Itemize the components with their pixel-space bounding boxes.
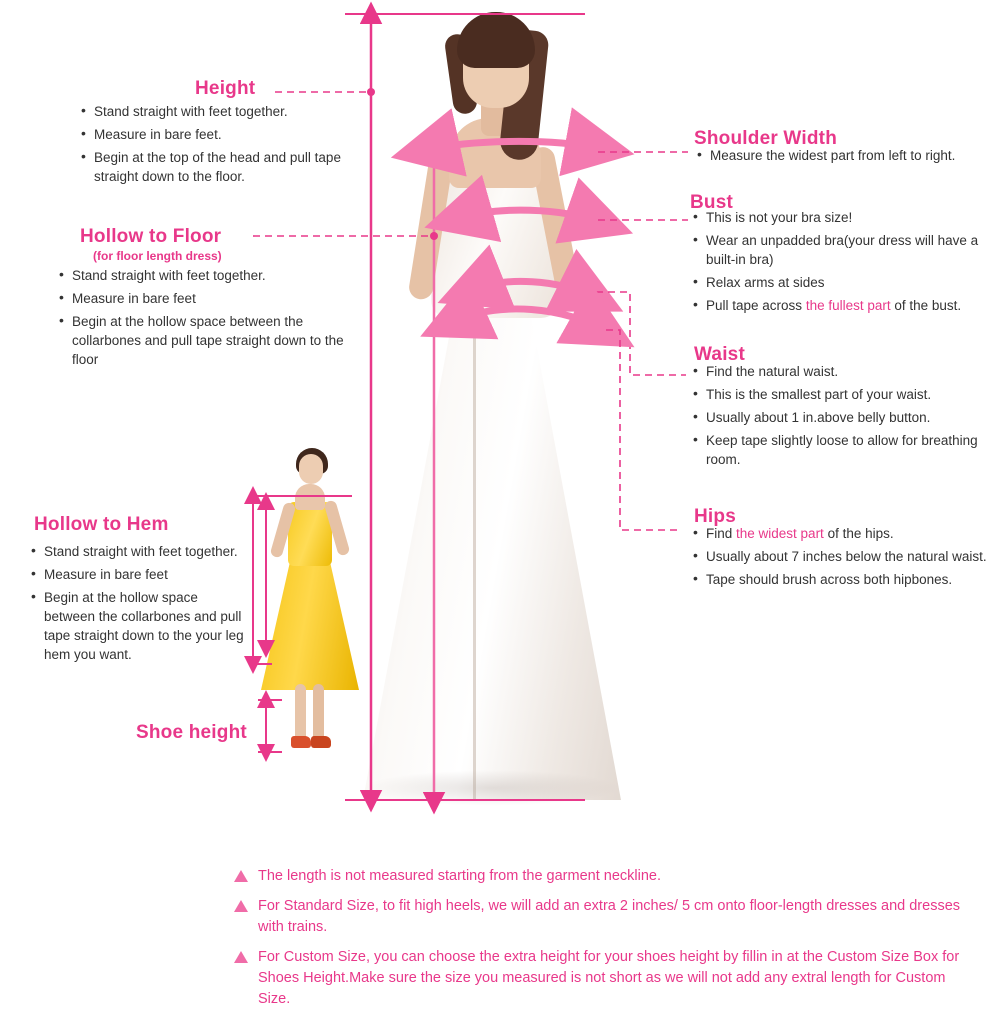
bust-bullets — [690, 208, 992, 319]
waist-title: Waist — [694, 344, 745, 365]
warning-triangle-icon — [234, 870, 248, 882]
hollow-to-floor-bullet: • Begin at the hollow space between the collarbones and pull tape straight down to the floor — [72, 312, 346, 369]
height-bullet: • Measure in bare feet. — [94, 125, 358, 144]
hollow-to-hem-bullet: • Begin at the hollow space between the collarbones and pull tape straight down to the your leg hem you want. — [44, 588, 252, 664]
height-title: Height — [195, 78, 256, 99]
hollow-to-hem-bullets — [28, 542, 252, 668]
waist-bullet: • Find the natural waist. — [706, 362, 990, 381]
hollow-to-floor-title: Hollow to Floor — [80, 226, 222, 247]
footer-note — [232, 896, 972, 938]
footer-note-text: For Custom Size, you can choose the extra height for your shoes height by fillin in at the Custom Size Box for Shoes Height.Make sure the size you measured is not short as we will not add any extral length for Custom Size. — [258, 949, 960, 1007]
footer-note — [232, 866, 972, 887]
waist-bullet: • Keep tape slightly loose to allow for breathing room. — [706, 431, 990, 469]
main-model-hair-top — [457, 12, 535, 68]
small-model-left-leg — [295, 684, 306, 742]
bust-emphasis-text: the fullest part — [805, 298, 891, 313]
footer-notes — [232, 866, 972, 1019]
hollow-to-hem-bullet: • Stand straight with feet together. — [44, 542, 252, 561]
small-model-right-leg — [313, 684, 324, 742]
main-model-shadow — [363, 770, 621, 806]
bust-bullet: • Wear an unpadded bra(your dress will have a built-in bra) — [706, 231, 992, 269]
bust-title: Bust — [690, 192, 734, 213]
small-model-left-shoe — [291, 736, 311, 748]
warning-triangle-icon — [234, 900, 248, 912]
footer-note-text: For Standard Size, to fit high heels, we will add an extra 2 inches/ 5 cm onto floor-length dresses and dresses with trains. — [258, 898, 961, 935]
hips-title: Hips — [694, 506, 736, 527]
shoulder-width-bullet: • Measure the widest part from left to right. — [710, 146, 994, 165]
small-dress-skirt — [261, 560, 359, 690]
shoe-height-title: Shoe height — [136, 722, 247, 743]
hips-bullet-emphasis: • Find the widest part of the hips. — [706, 524, 990, 543]
height-bullet: • Stand straight with feet together. — [94, 102, 358, 121]
main-dress-skirt — [363, 300, 621, 800]
main-model-illustration — [345, 0, 645, 810]
hollow-to-hem-bullet: • Measure in bare feet — [44, 565, 252, 584]
hollow-to-floor-bullet: • Measure in bare feet — [72, 289, 346, 308]
height-bullet: • Begin at the top of the head and pull tape straight down to the floor. — [94, 148, 358, 186]
shoulder-width-bullets — [694, 146, 994, 169]
hollow-to-floor-subtitle: (for floor length dress) — [93, 249, 222, 263]
small-model-right-shoe — [311, 736, 331, 748]
hips-emphasis-text: the widest part — [736, 526, 824, 541]
waist-bullet: • Usually about 1 in.above belly button. — [706, 408, 990, 427]
footer-note-text: The length is not measured starting from the garment neckline. — [258, 868, 661, 884]
hollow-to-floor-bullet: • Stand straight with feet together. — [72, 266, 346, 285]
hollow-to-floor-bullets — [56, 266, 346, 373]
hips-bullet: • Usually about 7 inches below the natural waist. — [706, 547, 990, 566]
height-bullets — [78, 102, 358, 190]
footer-note — [232, 947, 972, 1010]
hips-bullets — [690, 524, 990, 593]
waist-bullets — [690, 362, 990, 473]
bust-bullet-emphasis: • Pull tape across the fullest part of the bust. — [706, 296, 992, 315]
main-dress-fold — [473, 300, 476, 800]
hips-bullet: • Tape should brush across both hipbones. — [706, 570, 990, 589]
shoulder-width-title: Shoulder Width — [694, 128, 837, 149]
hollow-to-hem-title: Hollow to Hem — [34, 514, 169, 535]
small-model-shoulders — [295, 484, 325, 510]
bust-bullet: • This is not your bra size! — [706, 208, 992, 227]
small-model-head — [299, 454, 323, 484]
waist-bullet: • This is the smallest part of your waist. — [706, 385, 990, 404]
bust-bullet: • Relax arms at sides — [706, 273, 992, 292]
warning-triangle-icon — [234, 951, 248, 963]
small-model-illustration — [255, 440, 365, 760]
